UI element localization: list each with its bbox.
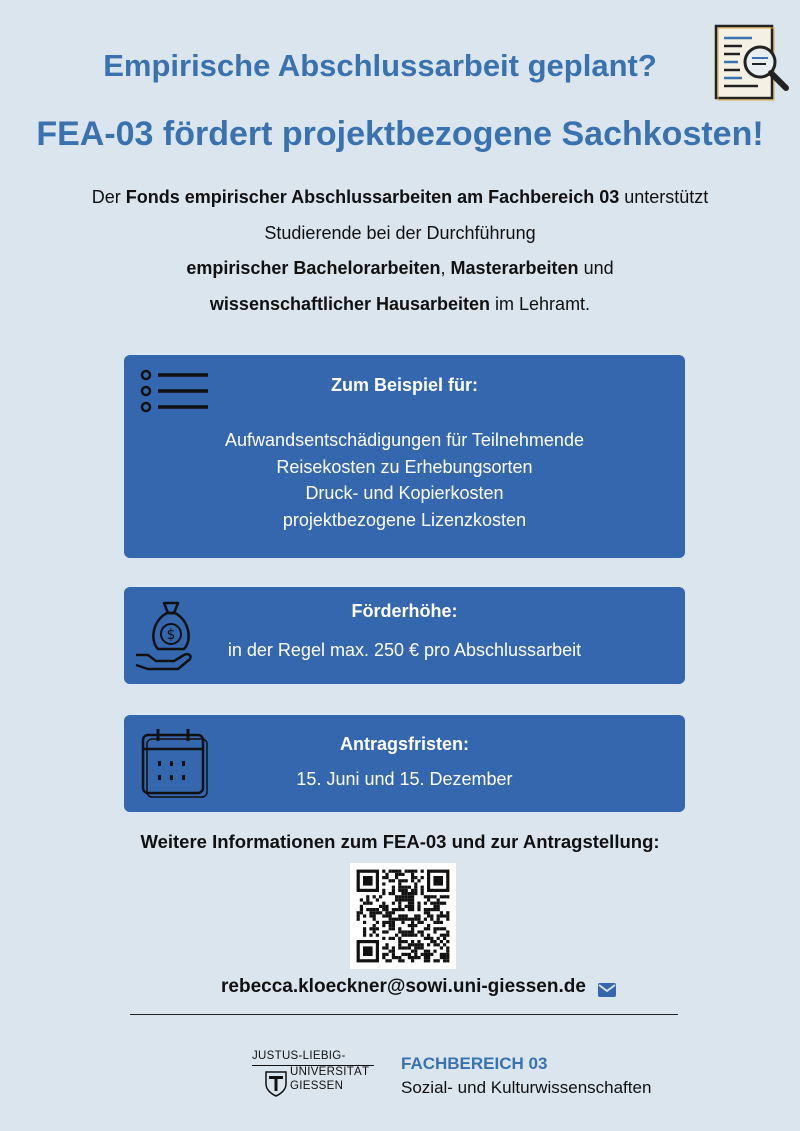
list-item: Aufwandsentschädigungen für Teilnehmende <box>225 430 584 450</box>
funding-box <box>124 587 685 684</box>
list-item: projektbezogene Lizenzkosten <box>282 509 527 530</box>
uni-name-line1: JUSTUS-LIEBIG- <box>252 1050 346 1062</box>
divider <box>130 1014 678 1015</box>
university-logo <box>250 1050 378 1102</box>
document-magnifier-icon <box>712 22 794 102</box>
deadlines-title: Antragsfristen: <box>339 734 469 754</box>
mail-icon[interactable] <box>597 982 617 998</box>
list-item: Druck- und Kopierkosten <box>305 483 504 503</box>
faculty-name: FACHBEREICH 03 <box>401 1054 548 1073</box>
intro-text: Der Fonds empirischer Abschlussarbeiten am Fachbereich 03 unterstützt Studierende bei der Durchführung empirischer Bachelorarbeiten, Masterarbeiten und wissenschaftlicher Hausarbeiten im Lehramt. <box>91 187 709 314</box>
svg-text:$: $ <box>166 627 176 643</box>
list-item: Reisekosten zu Erhebungsorten <box>276 456 533 477</box>
funding-title: Förderhöhe: <box>351 601 458 621</box>
deadlines-text: 15. Juni und 15. Dezember <box>296 769 513 789</box>
faculty-subtitle: Sozial- und Kulturwissenschaften <box>401 1078 652 1097</box>
examples-box <box>124 355 685 558</box>
uni-name-line3: GIESSEN <box>290 1080 344 1092</box>
page-subtitle: FEA-03 fördert projektbezogene Sachkosten! <box>36 115 764 153</box>
qr-code[interactable] <box>350 863 456 969</box>
funding-text: in der Regel max. 250 € pro Abschlussarbeit <box>227 640 582 660</box>
contact-email[interactable]: rebecca.kloeckner@sowi.uni-giessen.de <box>221 976 586 997</box>
more-info-heading: Weitere Informationen zum FEA-03 und zur Antragstellung: <box>140 831 660 852</box>
page-title: Empirische Abschlussarbeit geplant? <box>103 48 657 83</box>
uni-name-line2: UNIVERSITÄT <box>290 1066 370 1078</box>
deadlines-box <box>124 715 685 812</box>
university-seal-icon <box>264 1070 288 1098</box>
examples-title: Zum Beispiel für: <box>330 375 478 395</box>
